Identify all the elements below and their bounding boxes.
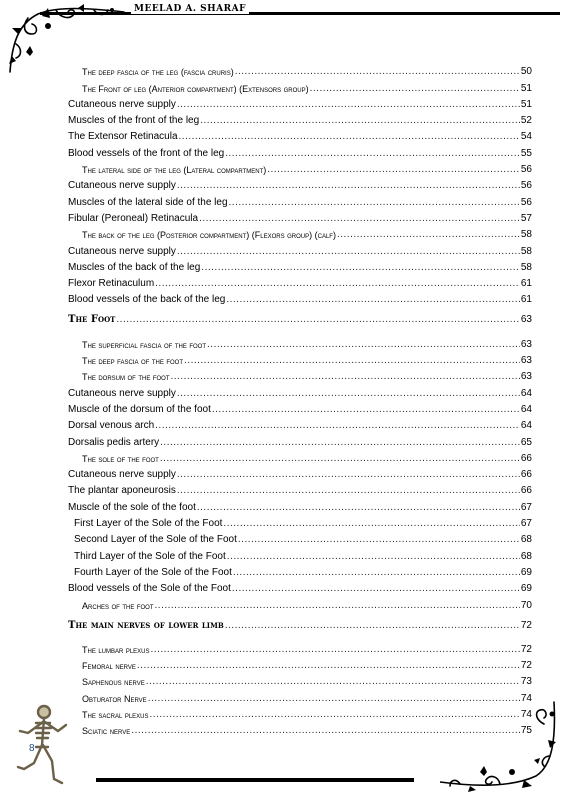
dot-leader bbox=[233, 567, 520, 579]
toc-entry-page: 63 bbox=[520, 338, 532, 350]
dot-leader bbox=[227, 551, 520, 563]
toc-entry-page: 64 bbox=[520, 387, 532, 399]
toc-entry-page: 56 bbox=[520, 180, 532, 192]
toc-entry-title: First Layer of the Sole of the Foot bbox=[74, 518, 223, 530]
toc-entry[interactable] bbox=[68, 258, 532, 274]
toc-entry[interactable] bbox=[68, 432, 532, 448]
toc-entry-title: The deep fascia of the leg (fascia cruris) bbox=[82, 67, 234, 78]
author-name: MEELAD A. SHARAF bbox=[131, 4, 249, 14]
toc-entry-page: 63 bbox=[520, 355, 532, 367]
dot-leader bbox=[151, 644, 520, 656]
dot-leader bbox=[146, 676, 520, 688]
dot-leader bbox=[238, 534, 520, 546]
toc-entry-title: The plantar aponeurosis bbox=[68, 485, 176, 497]
toc-entry-page: 51 bbox=[520, 98, 532, 110]
toc-entry-title: The dorsum of the foot bbox=[82, 372, 170, 383]
dot-leader bbox=[160, 453, 520, 465]
toc-entry-page: 58 bbox=[520, 229, 532, 241]
toc-entry-title: Dorsalis pedis artery bbox=[68, 436, 160, 448]
toc-entry-title: The sole of the foot bbox=[82, 453, 159, 464]
toc-entry-page: 58 bbox=[520, 245, 532, 257]
dot-leader bbox=[184, 355, 520, 367]
toc-entry-title: Saphenous nerve bbox=[82, 677, 145, 688]
toc-entry-page: 50 bbox=[520, 66, 532, 78]
toc-entry-title: Dorsal venous arch bbox=[68, 420, 155, 432]
toc-entry[interactable] bbox=[68, 225, 532, 241]
toc-entry[interactable] bbox=[68, 481, 532, 497]
toc-entry-page: 61 bbox=[520, 278, 532, 290]
running-skeleton-icon bbox=[14, 703, 70, 793]
toc-entry[interactable] bbox=[68, 640, 532, 656]
toc-entry-page: 75 bbox=[520, 725, 532, 737]
dot-leader bbox=[137, 660, 520, 672]
toc-entry-title: Fourth Layer of the Sole of the Foot bbox=[74, 566, 232, 578]
toc-entry-title: Blood vessels of the Sole of the Foot bbox=[68, 583, 231, 595]
dot-leader bbox=[155, 278, 520, 290]
dot-leader bbox=[232, 583, 520, 595]
toc-entry-page: 72 bbox=[520, 660, 532, 672]
toc-entry[interactable] bbox=[68, 160, 532, 176]
toc-entry-page: 64 bbox=[520, 403, 532, 415]
toc-entry-title: Muscles of the front of the leg bbox=[68, 115, 200, 127]
toc-entry-page: 68 bbox=[520, 550, 532, 562]
dot-leader bbox=[155, 420, 520, 432]
toc-entry-title: Third Layer of the Sole of the Foot bbox=[74, 550, 226, 562]
toc-entry-title: Blood vessels of the front of the leg bbox=[68, 147, 225, 159]
toc-entry-page: 69 bbox=[520, 583, 532, 595]
toc-entry[interactable] bbox=[68, 497, 532, 513]
toc-entry-title: The sacral plexus bbox=[82, 709, 149, 720]
toc-entry[interactable] bbox=[68, 176, 532, 192]
toc-entry[interactable] bbox=[68, 209, 532, 225]
toc-entry[interactable] bbox=[68, 143, 532, 159]
toc-entry[interactable] bbox=[68, 62, 532, 78]
dot-leader bbox=[235, 66, 520, 78]
toc-entry-page: 69 bbox=[520, 566, 532, 578]
toc-entry-page: 58 bbox=[520, 261, 532, 273]
dot-leader bbox=[179, 131, 520, 143]
toc-entry-page: 61 bbox=[520, 294, 532, 306]
toc-entry-title: Flexor Retinaculum bbox=[68, 278, 155, 290]
toc-entry-page: 68 bbox=[520, 534, 532, 546]
toc-entry-title: Muscle of the sole of the foot bbox=[68, 501, 196, 513]
toc-entry[interactable] bbox=[68, 672, 532, 688]
toc-entry[interactable] bbox=[68, 351, 532, 367]
dot-leader bbox=[310, 83, 520, 95]
toc-entry-page: 56 bbox=[520, 196, 532, 208]
toc-entry-title: Muscles of the lateral side of the leg bbox=[68, 196, 228, 208]
toc-entry-title: The main nerves of lower limb bbox=[68, 619, 224, 631]
toc-entry-page: 54 bbox=[520, 131, 532, 143]
toc-entry[interactable] bbox=[68, 449, 532, 465]
toc-entry[interactable] bbox=[68, 383, 532, 399]
dot-leader bbox=[197, 502, 520, 514]
toc-chapter-entry[interactable] bbox=[68, 612, 532, 640]
toc-entry[interactable] bbox=[68, 274, 532, 290]
toc-entry-page: 64 bbox=[520, 420, 532, 432]
toc-entry-page: 63 bbox=[520, 371, 532, 383]
dot-leader bbox=[225, 148, 520, 160]
dot-leader bbox=[177, 180, 520, 192]
toc-entry-title: The Front of leg (Anterior compartment) (Extensors group) bbox=[82, 83, 309, 94]
toc-entry-title: Muscles of the back of the leg bbox=[68, 261, 201, 273]
toc-entry-page: 65 bbox=[520, 436, 532, 448]
toc-entry-page: 70 bbox=[520, 599, 532, 611]
toc-entry[interactable] bbox=[68, 111, 532, 127]
toc-entry-title: Cutaneous nerve supply bbox=[68, 387, 176, 399]
toc-entry[interactable] bbox=[68, 416, 532, 432]
toc-entry-title: The lumbar plexus bbox=[82, 644, 150, 655]
toc-entry-title: The superficial fascia of the foot bbox=[82, 339, 207, 350]
toc-entry-page: 63 bbox=[520, 314, 532, 326]
toc-entry-page: 57 bbox=[520, 212, 532, 224]
dot-leader bbox=[177, 388, 520, 400]
toc-entry-page: 67 bbox=[520, 501, 532, 513]
dot-leader bbox=[337, 229, 520, 241]
dot-leader bbox=[160, 437, 520, 449]
toc-entry-title: Femoral nerve bbox=[82, 661, 136, 672]
toc-entry[interactable] bbox=[68, 530, 532, 546]
toc-entry[interactable] bbox=[68, 563, 532, 579]
toc-entry-title: The Foot bbox=[68, 314, 116, 326]
toc-entry-title: Arches of the foot bbox=[82, 600, 154, 611]
toc-entry[interactable] bbox=[68, 127, 532, 143]
dot-leader bbox=[177, 469, 520, 481]
toc-entry[interactable] bbox=[68, 334, 532, 350]
toc-entry-page: 72 bbox=[520, 643, 532, 655]
toc-entry[interactable] bbox=[68, 465, 532, 481]
toc-entry[interactable] bbox=[68, 656, 532, 672]
toc-entry-page: 73 bbox=[520, 676, 532, 688]
page-number: 8 bbox=[29, 743, 35, 754]
toc-entry-title: Cutaneous nerve supply bbox=[68, 180, 176, 192]
dot-leader bbox=[177, 485, 520, 497]
toc-entry[interactable] bbox=[68, 78, 532, 94]
toc-entry-title: Obturator Nerve bbox=[82, 693, 147, 704]
toc-entry-title: The Extensor Retinacula bbox=[68, 131, 178, 143]
toc-entry[interactable] bbox=[68, 367, 532, 383]
dot-leader bbox=[201, 262, 520, 274]
toc-entry-page: 56 bbox=[520, 164, 532, 176]
toc-entry-title: Sciatic nerve bbox=[82, 726, 131, 737]
footer-rule bbox=[96, 778, 414, 782]
toc-entry-page: 67 bbox=[520, 518, 532, 530]
toc-entry-page: 74 bbox=[520, 692, 532, 704]
toc-entry-title: Blood vessels of the back of the leg bbox=[68, 294, 226, 306]
toc-entry-page: 51 bbox=[520, 82, 532, 94]
dot-leader bbox=[200, 115, 520, 127]
toc-entry[interactable] bbox=[68, 241, 532, 257]
toc-entry-title: Second Layer of the Sole of the Foot bbox=[74, 534, 237, 546]
toc-entry[interactable] bbox=[68, 579, 532, 595]
toc-entry-title: Cutaneous nerve supply bbox=[68, 469, 176, 481]
dot-leader bbox=[177, 99, 520, 111]
toc-entry-title: The deep fascia of the foot bbox=[82, 356, 184, 367]
toc-entry[interactable] bbox=[68, 546, 532, 562]
toc-entry-page: 52 bbox=[520, 115, 532, 127]
toc-entry-title: Cutaneous nerve supply bbox=[68, 245, 176, 257]
toc-entry[interactable] bbox=[68, 595, 532, 611]
toc-entry[interactable] bbox=[68, 290, 532, 306]
dot-leader bbox=[207, 339, 520, 351]
dot-leader bbox=[226, 294, 520, 306]
toc-entry-page: 72 bbox=[520, 619, 532, 631]
dot-leader bbox=[199, 213, 520, 225]
floral-ornament-bottom-right bbox=[440, 700, 560, 796]
toc-entry-page: 74 bbox=[520, 708, 532, 720]
dot-leader bbox=[225, 620, 520, 632]
toc-entry[interactable] bbox=[68, 192, 532, 208]
toc-entry-title: The back of the leg (Posterior compartment) (Flexors group) (calf) bbox=[82, 230, 336, 241]
toc-entry-title: Cutaneous nerve supply bbox=[68, 98, 176, 110]
toc-entry-page: 55 bbox=[520, 147, 532, 159]
toc-entry-page: 66 bbox=[520, 452, 532, 464]
dot-leader bbox=[177, 246, 520, 258]
dot-leader bbox=[223, 518, 519, 530]
toc-entry-page: 66 bbox=[520, 485, 532, 497]
toc-entry-title: Fibular (Peroneal) Retinacula bbox=[68, 212, 199, 224]
toc-entry[interactable] bbox=[68, 514, 532, 530]
toc-chapter-entry[interactable] bbox=[68, 306, 532, 334]
toc-entry-page: 66 bbox=[520, 469, 532, 481]
toc-entry[interactable] bbox=[68, 95, 532, 111]
dot-leader bbox=[155, 600, 520, 612]
dot-leader bbox=[171, 371, 520, 383]
toc-entry[interactable] bbox=[68, 400, 532, 416]
table-of-contents bbox=[68, 62, 532, 737]
dot-leader bbox=[212, 404, 520, 416]
dot-leader bbox=[267, 164, 520, 176]
dot-leader bbox=[229, 197, 520, 209]
toc-entry-title: Muscle of the dorsum of the foot bbox=[68, 403, 211, 415]
header-rule bbox=[40, 12, 560, 15]
dot-leader bbox=[116, 314, 519, 326]
toc-entry-title: The lateral side of the leg (Lateral compartment) bbox=[82, 165, 267, 176]
